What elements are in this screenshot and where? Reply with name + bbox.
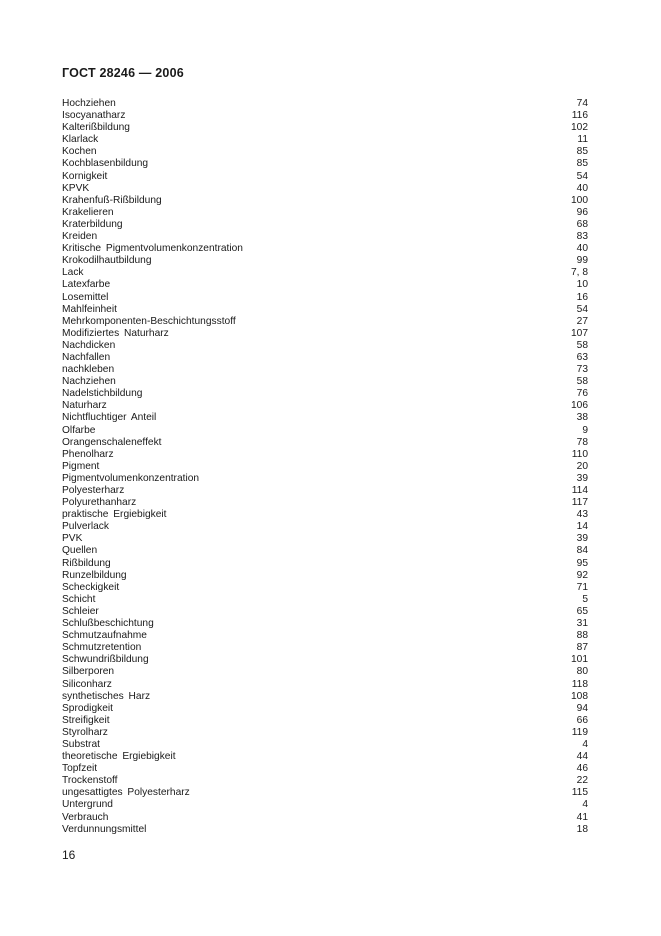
index-term: Schicht <box>62 593 96 605</box>
index-term: Kritische Pigmentvolumenkonzentration <box>62 243 243 255</box>
index-term: Kochen <box>62 146 97 158</box>
index-entry <box>62 618 588 630</box>
index-entry <box>62 352 588 364</box>
index-page-ref: 65 <box>576 605 588 617</box>
index-term: Hochziehen <box>62 98 116 109</box>
index-term: Schwundrißbildung <box>62 654 149 666</box>
index-term: Krokodilhautbildung <box>62 255 152 267</box>
index-term: praktische Ergiebigkeit <box>62 509 167 521</box>
index-term: Isocyanatharz <box>62 110 126 122</box>
index-entry <box>62 594 588 606</box>
index-term: Kraterbildung <box>62 218 123 230</box>
index-entry <box>62 134 588 146</box>
index-entry <box>62 642 588 654</box>
index-entry <box>62 763 588 775</box>
index-entry <box>62 437 588 449</box>
index-term: Kalterißbildung <box>62 122 130 134</box>
index-page-ref: 4 <box>582 799 588 811</box>
index-entry <box>62 666 588 678</box>
index-term: Polyesterharz <box>62 485 125 496</box>
index-page-ref: 10 <box>576 279 588 291</box>
index-page-ref: 110 <box>571 448 588 460</box>
index-term: Phenolharz <box>62 448 114 460</box>
index-term: Latexfarbe <box>62 279 111 291</box>
index-term: Styrolharz <box>62 726 108 738</box>
index-term: Silberporen <box>62 666 115 678</box>
index-term: Verbrauch <box>62 811 109 823</box>
index-entry <box>62 509 588 521</box>
index-page-ref: 88 <box>576 630 588 642</box>
index-entry <box>62 485 588 497</box>
index-entry <box>62 787 588 799</box>
term-index-list <box>62 98 588 836</box>
index-entry <box>62 461 588 473</box>
index-page-ref: 22 <box>576 775 588 787</box>
index-page-ref: 39 <box>576 472 588 484</box>
index-entry <box>62 243 588 255</box>
index-entry <box>62 364 588 376</box>
index-entry <box>62 727 588 739</box>
index-entry <box>62 533 588 545</box>
index-term: Kreiden <box>62 231 98 243</box>
index-entry <box>62 545 588 557</box>
index-page-ref: 41 <box>576 811 588 823</box>
index-entry <box>62 739 588 751</box>
index-page-ref: 95 <box>576 557 588 569</box>
index-entry <box>62 812 588 824</box>
index-page-ref: 46 <box>576 763 588 775</box>
index-term: Losemittel <box>62 291 109 303</box>
index-entry <box>62 304 588 316</box>
index-term: Orangenschaleneffekt <box>62 436 162 448</box>
index-page-ref: 71 <box>576 581 588 593</box>
index-page-ref: 16 <box>576 291 588 303</box>
standard-designation: ГОСТ 28246 — 2006 <box>62 66 184 80</box>
index-term: Mahlfeinheit <box>62 303 117 315</box>
index-term: Olfarbe <box>62 424 96 436</box>
index-entry <box>62 219 588 231</box>
index-entry <box>62 824 588 836</box>
index-page-ref: 20 <box>576 460 588 472</box>
index-term: theoretische Ergiebigkeit <box>62 751 176 763</box>
index-term: Schleier <box>62 605 99 617</box>
index-entry <box>62 279 588 291</box>
document-header <box>62 66 184 80</box>
index-term: Trockenstoff <box>62 775 118 787</box>
index-entry <box>62 412 588 424</box>
index-term: Streifigkeit <box>62 714 110 726</box>
index-page-ref: 84 <box>576 545 588 557</box>
index-page-ref: 74 <box>576 98 588 109</box>
index-page-ref: 115 <box>571 787 588 799</box>
index-page-ref: 118 <box>571 678 588 690</box>
index-page-ref: 39 <box>576 533 588 545</box>
index-entry <box>62 231 588 243</box>
index-term: Naturharz <box>62 400 107 412</box>
index-term: Kochblasenbildung <box>62 158 149 170</box>
index-entry <box>62 570 588 582</box>
index-term: Siliconharz <box>62 678 112 690</box>
index-term: Schlußbeschichtung <box>62 618 154 630</box>
index-term: Schmutzretention <box>62 642 142 654</box>
index-page-ref: 5 <box>582 593 588 605</box>
index-entry <box>62 799 588 811</box>
index-entry <box>62 654 588 666</box>
index-page-ref: 27 <box>576 315 588 327</box>
index-page-ref: 114 <box>571 485 588 496</box>
index-entry <box>62 292 588 304</box>
index-page-ref: 63 <box>576 351 588 363</box>
index-page-ref: 4 <box>582 738 588 750</box>
index-page-ref: 85 <box>576 158 588 170</box>
index-page-ref: 11 <box>577 134 588 146</box>
index-term: Quellen <box>62 545 98 557</box>
index-page-ref: 92 <box>576 569 588 581</box>
index-entry <box>62 775 588 787</box>
index-term: Nachdicken <box>62 339 116 351</box>
index-entry <box>62 425 588 437</box>
index-page-ref: 100 <box>571 194 588 206</box>
index-entry <box>62 558 588 570</box>
index-page-ref: 87 <box>576 642 588 654</box>
index-entry <box>62 473 588 485</box>
index-page-ref: 7, 8 <box>571 267 588 279</box>
index-term: Rißbildung <box>62 557 111 569</box>
page-number: 16 <box>62 848 76 862</box>
index-page-ref: 40 <box>576 243 588 255</box>
index-term: Runzelbildung <box>62 569 127 581</box>
index-term: Kornigkeit <box>62 170 108 182</box>
index-term: Verdunnungsmittel <box>62 823 147 835</box>
index-term: synthetisches Harz <box>62 690 151 702</box>
index-entry <box>62 400 588 412</box>
index-term: Scheckigkeit <box>62 581 120 593</box>
index-term: Pulverlack <box>62 521 109 533</box>
index-term: Pigmentvolumenkonzentration <box>62 472 200 484</box>
index-entry <box>62 316 588 328</box>
index-page-ref: 43 <box>576 509 588 521</box>
index-page-ref: 40 <box>576 182 588 194</box>
index-page-ref: 54 <box>576 170 588 182</box>
index-entry <box>62 328 588 340</box>
index-term: nachkleben <box>62 364 115 376</box>
index-page-ref: 76 <box>576 388 588 400</box>
index-page-ref: 102 <box>571 122 588 134</box>
index-term: Nachfallen <box>62 351 111 363</box>
index-page-ref: 68 <box>576 218 588 230</box>
index-term: Nichtfluchtiger Anteil <box>62 412 157 424</box>
index-entry <box>62 751 588 763</box>
index-term: KPVK <box>62 182 90 194</box>
index-page-ref: 54 <box>576 303 588 315</box>
index-term: Klarlack <box>62 134 99 146</box>
index-page-ref: 106 <box>571 400 588 412</box>
index-entry <box>62 340 588 352</box>
index-entry <box>62 98 588 110</box>
index-page-ref: 73 <box>576 364 588 376</box>
index-entry <box>62 606 588 618</box>
index-page-ref: 116 <box>571 110 588 122</box>
index-page-ref: 78 <box>576 436 588 448</box>
index-entry <box>62 267 588 279</box>
index-entry <box>62 255 588 267</box>
index-entry <box>62 691 588 703</box>
index-page-ref: 107 <box>571 327 588 339</box>
index-page-ref: 94 <box>576 702 588 714</box>
index-page-ref: 66 <box>576 714 588 726</box>
index-entry <box>62 679 588 691</box>
index-term: Substrat <box>62 738 100 750</box>
index-entry <box>62 122 588 134</box>
index-term: Nadelstichbildung <box>62 388 143 400</box>
index-term: Nachziehen <box>62 376 116 388</box>
index-page-ref: 44 <box>576 751 588 763</box>
index-page-ref: 9 <box>582 424 588 436</box>
index-entry <box>62 582 588 594</box>
index-term: Krakelieren <box>62 206 114 218</box>
index-term: Modifiziertes Naturharz <box>62 327 169 339</box>
index-entry <box>62 171 588 183</box>
index-page-ref: 101 <box>571 654 588 666</box>
index-term: Lack <box>62 267 84 279</box>
index-page-ref: 80 <box>576 666 588 678</box>
index-entry <box>62 715 588 727</box>
index-page-ref: 96 <box>576 206 588 218</box>
index-entry <box>62 497 588 509</box>
index-entry <box>62 521 588 533</box>
index-page-ref: 83 <box>576 231 588 243</box>
index-term: Untergrund <box>62 799 113 811</box>
index-entry <box>62 703 588 715</box>
index-entry <box>62 207 588 219</box>
index-term: ungesattigtes Polyesterharz <box>62 787 190 799</box>
index-entry <box>62 183 588 195</box>
index-term: Topfzeit <box>62 763 98 775</box>
index-entry <box>62 195 588 207</box>
index-term: PVK <box>62 533 83 545</box>
index-entry <box>62 449 588 461</box>
index-entry <box>62 110 588 122</box>
index-entry <box>62 630 588 642</box>
index-entry <box>62 376 588 388</box>
index-term: Mehrkomponenten-Beschichtungsstoff <box>62 315 236 327</box>
index-term: Polyurethanharz <box>62 497 137 509</box>
index-page-ref: 99 <box>576 255 588 267</box>
index-page-ref: 58 <box>576 376 588 388</box>
index-page-ref: 14 <box>576 521 588 533</box>
index-entry <box>62 388 588 400</box>
index-entry <box>62 158 588 170</box>
index-page-ref: 117 <box>571 497 588 509</box>
index-term: Pigment <box>62 460 100 472</box>
index-term: Sprodigkeit <box>62 702 113 714</box>
index-term: Krahenfuß-Rißbildung <box>62 194 162 206</box>
index-page-ref: 18 <box>576 823 588 835</box>
index-page-ref: 38 <box>576 412 588 424</box>
index-page-ref: 85 <box>576 146 588 158</box>
index-page-ref: 119 <box>571 726 588 738</box>
index-term: Schmutzaufnahme <box>62 630 147 642</box>
index-page-ref: 58 <box>576 339 588 351</box>
index-page-ref: 108 <box>571 690 588 702</box>
index-page-ref: 31 <box>576 618 588 630</box>
index-entry <box>62 146 588 158</box>
